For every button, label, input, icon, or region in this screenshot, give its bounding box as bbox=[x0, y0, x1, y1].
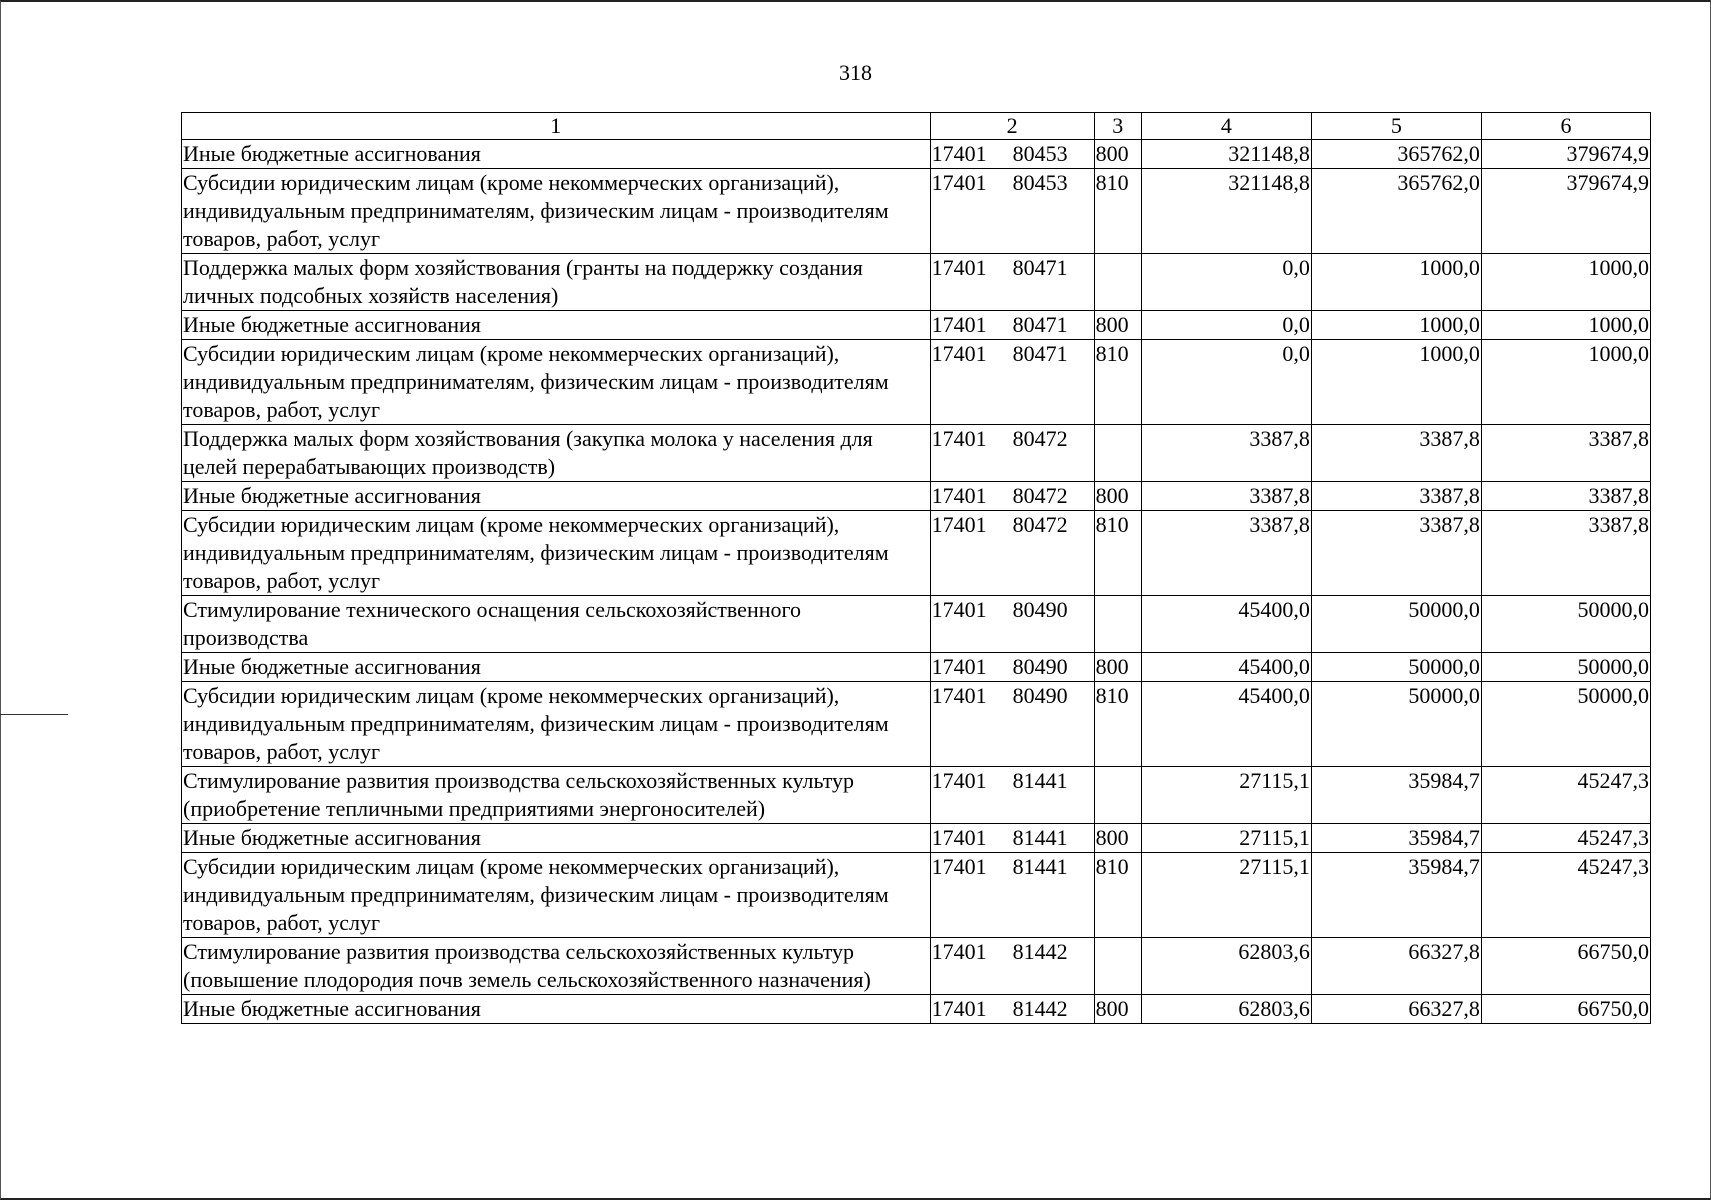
table-row bbox=[182, 482, 1651, 511]
row-value-v6: 379674,9 bbox=[1481, 140, 1650, 169]
code-program: 17401 bbox=[931, 341, 987, 366]
row-type-code: 800 bbox=[1094, 311, 1141, 340]
row-value-v4: 0,0 bbox=[1141, 254, 1311, 311]
row-code bbox=[930, 140, 1094, 169]
code-program: 17401 bbox=[931, 141, 987, 166]
row-value-v4: 3387,8 bbox=[1141, 425, 1311, 482]
row-name: Поддержка малых форм хозяйствования (закупка молока у населения для целей перерабатывающих производств) bbox=[182, 425, 931, 482]
code-program: 17401 bbox=[931, 170, 987, 195]
row-name: Стимулирование развития производства сельскохозяйственных культур (повышение плодородия почв земель сельскохозяйственного назначения) bbox=[182, 938, 931, 995]
row-type-code: 810 bbox=[1094, 511, 1141, 596]
row-value-v4: 45400,0 bbox=[1141, 653, 1311, 682]
row-name: Стимулирование технического оснащения сельскохозяйственного производства bbox=[182, 596, 931, 653]
row-code bbox=[930, 824, 1094, 853]
code-direction: 80490 bbox=[1012, 654, 1068, 679]
row-value-v4: 27115,1 bbox=[1141, 824, 1311, 853]
row-value-v6: 1000,0 bbox=[1481, 254, 1650, 311]
row-value-v5: 1000,0 bbox=[1311, 311, 1481, 340]
code-program: 17401 bbox=[931, 654, 987, 679]
page-number: 318 bbox=[839, 60, 872, 85]
code-direction: 81441 bbox=[1012, 854, 1068, 879]
row-value-v5: 35984,7 bbox=[1311, 824, 1481, 853]
code-program: 17401 bbox=[931, 996, 987, 1021]
row-name: Субсидии юридическим лицам (кроме некоммерческих организаций), индивидуальным предпринимателям, физическим лицам - производителям товаров, работ, услуг bbox=[182, 853, 931, 938]
code-direction: 80490 bbox=[1012, 683, 1068, 708]
row-value-v5: 66327,8 bbox=[1311, 995, 1481, 1024]
row-code bbox=[930, 425, 1094, 482]
row-name: Субсидии юридическим лицам (кроме некоммерческих организаций), индивидуальным предпринимателям, физическим лицам - производителям товаров, работ, услуг bbox=[182, 682, 931, 767]
row-name: Иные бюджетные ассигнования bbox=[182, 482, 931, 511]
row-value-v6: 3387,8 bbox=[1481, 425, 1650, 482]
table-row bbox=[182, 425, 1651, 482]
row-name: Субсидии юридическим лицам (кроме некоммерческих организаций), индивидуальным предпринимателям, физическим лицам - производителям товаров, работ, услуг bbox=[182, 169, 931, 254]
row-value-v5: 66327,8 bbox=[1311, 938, 1481, 995]
row-value-v5: 365762,0 bbox=[1311, 169, 1481, 254]
row-value-v6: 3387,8 bbox=[1481, 511, 1650, 596]
code-direction: 80471 bbox=[1012, 255, 1068, 280]
code-program: 17401 bbox=[931, 825, 987, 850]
code-direction: 80490 bbox=[1012, 597, 1068, 622]
row-name: Иные бюджетные ассигнования bbox=[182, 653, 931, 682]
code-direction: 80472 bbox=[1012, 426, 1068, 451]
row-code bbox=[930, 482, 1094, 511]
code-program: 17401 bbox=[931, 597, 987, 622]
row-name: Иные бюджетные ассигнования bbox=[182, 824, 931, 853]
table-row bbox=[182, 311, 1651, 340]
row-value-v5: 365762,0 bbox=[1311, 140, 1481, 169]
row-type-code bbox=[1094, 254, 1141, 311]
code-program: 17401 bbox=[931, 483, 987, 508]
table-row bbox=[182, 682, 1651, 767]
code-direction: 80453 bbox=[1012, 141, 1068, 166]
budget-table bbox=[181, 112, 1651, 1024]
row-value-v6: 66750,0 bbox=[1481, 938, 1650, 995]
row-code bbox=[930, 511, 1094, 596]
row-value-v5: 1000,0 bbox=[1311, 254, 1481, 311]
row-value-v5: 3387,8 bbox=[1311, 425, 1481, 482]
row-value-v5: 50000,0 bbox=[1311, 653, 1481, 682]
table-row bbox=[182, 995, 1651, 1024]
code-direction: 81442 bbox=[1012, 996, 1068, 1021]
row-code bbox=[930, 169, 1094, 254]
row-code bbox=[930, 254, 1094, 311]
row-code bbox=[930, 853, 1094, 938]
row-type-code: 800 bbox=[1094, 653, 1141, 682]
row-value-v4: 27115,1 bbox=[1141, 853, 1311, 938]
row-value-v5: 50000,0 bbox=[1311, 682, 1481, 767]
row-value-v4: 62803,6 bbox=[1141, 995, 1311, 1024]
margin-mark bbox=[0, 714, 68, 715]
row-code bbox=[930, 653, 1094, 682]
row-type-code: 800 bbox=[1094, 482, 1141, 511]
table-row bbox=[182, 254, 1651, 311]
row-value-v5: 35984,7 bbox=[1311, 767, 1481, 824]
header-cell: 2 bbox=[930, 113, 1094, 140]
table-row bbox=[182, 853, 1651, 938]
row-name: Иные бюджетные ассигнования bbox=[182, 140, 931, 169]
code-program: 17401 bbox=[931, 312, 987, 337]
row-code bbox=[930, 682, 1094, 767]
row-type-code bbox=[1094, 938, 1141, 995]
code-direction: 80453 bbox=[1012, 170, 1068, 195]
row-name: Иные бюджетные ассигнования bbox=[182, 311, 931, 340]
row-value-v6: 1000,0 bbox=[1481, 340, 1650, 425]
row-value-v6: 3387,8 bbox=[1481, 482, 1650, 511]
code-direction: 81441 bbox=[1012, 825, 1068, 850]
code-program: 17401 bbox=[931, 854, 987, 879]
row-value-v4: 45400,0 bbox=[1141, 596, 1311, 653]
row-type-code: 800 bbox=[1094, 824, 1141, 853]
row-type-code: 800 bbox=[1094, 140, 1141, 169]
row-value-v4: 3387,8 bbox=[1141, 511, 1311, 596]
code-direction: 80472 bbox=[1012, 483, 1068, 508]
row-value-v6: 379674,9 bbox=[1481, 169, 1650, 254]
table-row bbox=[182, 140, 1651, 169]
row-value-v6: 45247,3 bbox=[1481, 824, 1650, 853]
code-program: 17401 bbox=[931, 683, 987, 708]
table-row bbox=[182, 169, 1651, 254]
row-code bbox=[930, 995, 1094, 1024]
row-value-v4: 3387,8 bbox=[1141, 482, 1311, 511]
row-type-code bbox=[1094, 767, 1141, 824]
header-cell: 1 bbox=[182, 113, 931, 140]
row-value-v4: 321148,8 bbox=[1141, 169, 1311, 254]
row-value-v4: 0,0 bbox=[1141, 340, 1311, 425]
row-value-v5: 1000,0 bbox=[1311, 340, 1481, 425]
header-cell: 6 bbox=[1481, 113, 1650, 140]
table-row bbox=[182, 596, 1651, 653]
row-type-code bbox=[1094, 596, 1141, 653]
row-code bbox=[930, 311, 1094, 340]
row-name: Стимулирование развития производства сельскохозяйственных культур (приобретение тепличными предприятиями энергоносителей) bbox=[182, 767, 931, 824]
row-value-v4: 321148,8 bbox=[1141, 140, 1311, 169]
header-cell: 3 bbox=[1094, 113, 1141, 140]
code-program: 17401 bbox=[931, 255, 987, 280]
table-row bbox=[182, 340, 1651, 425]
header-cell: 4 bbox=[1141, 113, 1311, 140]
code-program: 17401 bbox=[931, 768, 987, 793]
code-direction: 81441 bbox=[1012, 768, 1068, 793]
code-direction: 80471 bbox=[1012, 312, 1068, 337]
row-type-code: 800 bbox=[1094, 995, 1141, 1024]
table-row bbox=[182, 824, 1651, 853]
row-name: Поддержка малых форм хозяйствования (гранты на поддержку создания личных подсобных хозяйств населения) bbox=[182, 254, 931, 311]
row-value-v4: 45400,0 bbox=[1141, 682, 1311, 767]
header-cell: 5 bbox=[1311, 113, 1481, 140]
row-value-v4: 27115,1 bbox=[1141, 767, 1311, 824]
row-type-code: 810 bbox=[1094, 340, 1141, 425]
row-value-v6: 50000,0 bbox=[1481, 682, 1650, 767]
row-type-code bbox=[1094, 425, 1141, 482]
table-row bbox=[182, 938, 1651, 995]
table-row bbox=[182, 767, 1651, 824]
row-type-code: 810 bbox=[1094, 682, 1141, 767]
row-name: Субсидии юридическим лицам (кроме некоммерческих организаций), индивидуальным предпринимателям, физическим лицам - производителям товаров, работ, услуг bbox=[182, 511, 931, 596]
row-name: Иные бюджетные ассигнования bbox=[182, 995, 931, 1024]
code-program: 17401 bbox=[931, 939, 987, 964]
row-value-v6: 66750,0 bbox=[1481, 995, 1650, 1024]
row-type-code: 810 bbox=[1094, 169, 1141, 254]
table-row bbox=[182, 511, 1651, 596]
row-code bbox=[930, 938, 1094, 995]
code-direction: 80471 bbox=[1012, 341, 1068, 366]
row-name: Субсидии юридическим лицам (кроме некоммерческих организаций), индивидуальным предпринимателям, физическим лицам - производителям товаров, работ, услуг bbox=[182, 340, 931, 425]
row-value-v4: 0,0 bbox=[1141, 311, 1311, 340]
code-direction: 81442 bbox=[1012, 939, 1068, 964]
row-code bbox=[930, 767, 1094, 824]
row-value-v6: 45247,3 bbox=[1481, 853, 1650, 938]
code-program: 17401 bbox=[931, 426, 987, 451]
table-body bbox=[182, 140, 1651, 1024]
code-direction: 80472 bbox=[1012, 512, 1068, 537]
row-value-v4: 62803,6 bbox=[1141, 938, 1311, 995]
row-value-v5: 35984,7 bbox=[1311, 853, 1481, 938]
row-type-code: 810 bbox=[1094, 853, 1141, 938]
row-value-v6: 50000,0 bbox=[1481, 596, 1650, 653]
row-value-v5: 3387,8 bbox=[1311, 482, 1481, 511]
header-row bbox=[182, 113, 1651, 140]
code-program: 17401 bbox=[931, 512, 987, 537]
row-code bbox=[930, 340, 1094, 425]
row-value-v6: 50000,0 bbox=[1481, 653, 1650, 682]
row-value-v5: 50000,0 bbox=[1311, 596, 1481, 653]
row-value-v5: 3387,8 bbox=[1311, 511, 1481, 596]
row-value-v6: 45247,3 bbox=[1481, 767, 1650, 824]
table-row bbox=[182, 653, 1651, 682]
row-code bbox=[930, 596, 1094, 653]
row-value-v6: 1000,0 bbox=[1481, 311, 1650, 340]
